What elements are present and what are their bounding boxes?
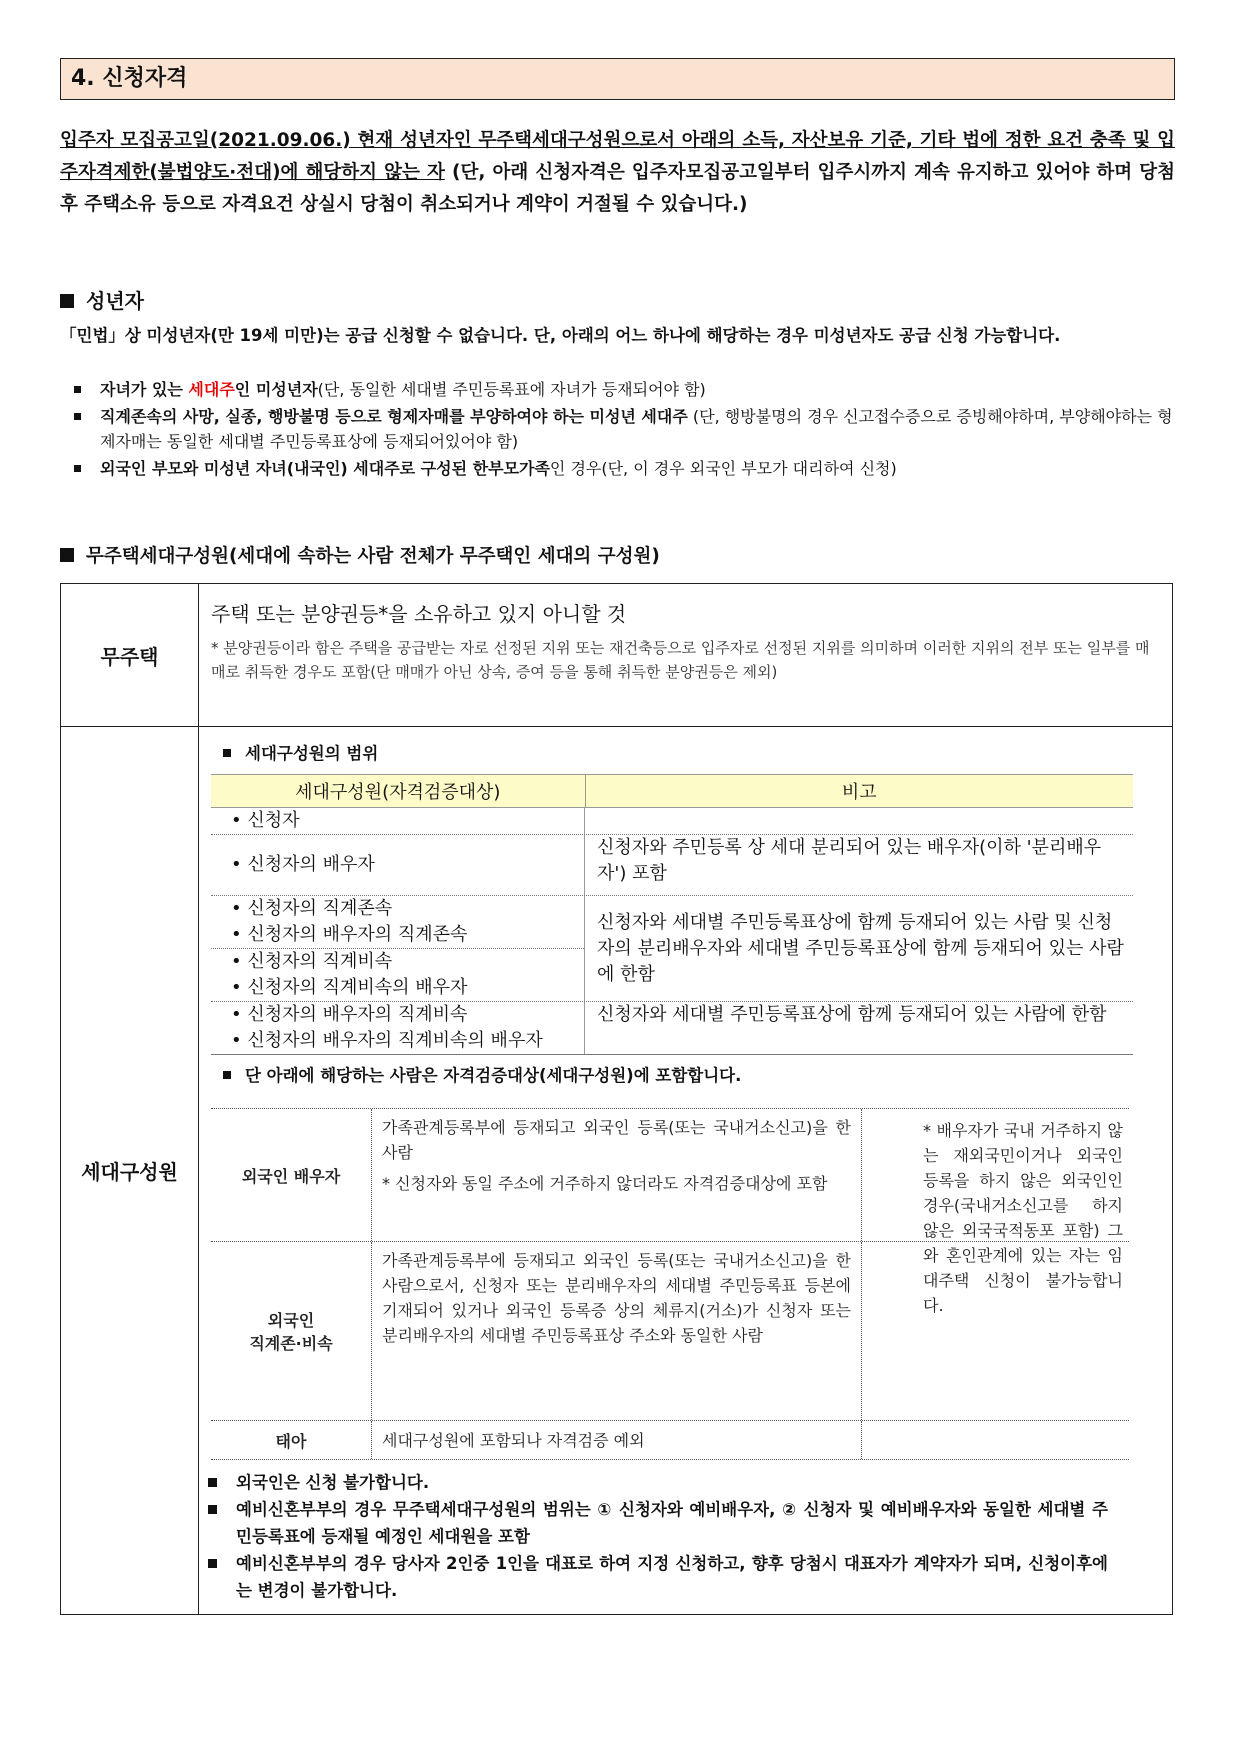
list-item <box>208 1550 1108 1604</box>
scope-heading <box>209 740 378 764</box>
square-bullet-icon <box>208 1559 217 1568</box>
scope-table <box>211 774 1133 1055</box>
table-row <box>211 1421 1129 1460</box>
table-row <box>211 895 1133 1001</box>
intro-underlined: 입주자 모집공고일(2021.09.06.) 현재 성년자인 무주택세대구성원으로서 아래의 소득, 자산보유 기준, 기타 법에 정한 요건 충족 및 입주자격제한(불법양도·전대)에 해당하지 않는 자 <box>60 130 1175 183</box>
adult-heading-label: 성년자 <box>86 289 144 313</box>
bullet-text: (단, 행방불명의 경우 신고접수증으로 증빙해야하며, 부양해야하는 형제자매는 동일한 세대별 주민등록표상에 등재되어있어야 함) <box>100 407 1173 451</box>
section-title: 4. 신청자격 <box>60 58 1175 100</box>
list-item <box>72 456 1175 481</box>
row-label-line: 직계존·비속 <box>249 1334 333 1353</box>
scope-heading-label: 세대구성원의 범위 <box>245 744 379 763</box>
table-cell: 세대구성원에 포함되나 자격검증 예외 <box>372 1421 862 1459</box>
table-cell <box>585 808 1133 834</box>
table-cell: 가족관계등록부에 등재되고 외국인 등록(또는 국내거소신고)을 한 사람으로서, 신청자 또는 분리배우자의 세대별 주민등록표 등본에 기재되어 있거나 외국인 등록증 상의 체류지(거소)가 신청자 또는 분리배우자의 세대별 주민등록표상 주소와 동일한 사람 <box>372 1242 862 1420</box>
list-item: • 신청자의 배우자 <box>231 852 375 878</box>
adult-text: 「민법」상 미성년자(만 19세 미만)는 공급 신청할 수 없습니다. 단, 아래의 어느 하나에 해당하는 경우 미성년자도 공급 신청 가능합니다. <box>60 326 1061 345</box>
bullet-text: 외국인은 신청 불가합니다. <box>236 1473 430 1492</box>
square-bullet-icon <box>223 1071 231 1079</box>
bullet-text: 인 경우(단, 이 경우 외국인 부모가 대리하여 신청) <box>549 459 897 478</box>
bullet-text: (단, 동일한 세대별 주민등록표에 자녀가 등재되어야 함) <box>317 380 706 399</box>
bullet-text: 직계존속의 사망, 실종, 행방불명 등으로 형제자매를 부양하여야 하는 미성년 세대주 <box>100 407 688 426</box>
list-item: • 신청자의 배우자의 직계존속 <box>231 922 584 948</box>
row-label: 외국인 배우자 <box>211 1109 372 1241</box>
row-label: 태아 <box>211 1421 372 1459</box>
bullet-text: 예비신혼부부의 경우 무주택세대구성원의 범위는 ① 신청자와 예비배우자, ② 신청자 및 예비배우자와 동일한 세대별 주민등록표에 등재될 예정인 세대원을 포함 <box>236 1500 1108 1546</box>
table-row <box>211 834 1133 895</box>
square-bullet-icon <box>74 465 81 472</box>
list-item <box>208 1469 1108 1496</box>
list-item: • 신청자의 배우자의 직계비속의 배우자 <box>231 1028 584 1054</box>
row1-note: * 분양권등이라 함은 주택을 공급받는 자로 선정된 지위 또는 재건축등으로 입주자로 선정된 지위를 의미하며 이러한 지위의 전부 또는 일부를 매매로 취득한 경우도 포함(단 매매가 아닌 상속, 증여 등을 통해 취득한 분양권등은 제외) <box>211 639 1150 681</box>
table-row <box>211 807 1133 834</box>
list-item <box>72 377 1175 402</box>
table-cell: 신청자와 주민등록 상 세대 분리되어 있는 배우자(이하 '분리배우자') 포함 <box>597 837 1102 884</box>
square-bullet-icon <box>208 1505 217 1514</box>
cell-note: * 신청자와 동일 주소에 거주하지 않더라도 자격검증대상에 포함 <box>382 1174 828 1193</box>
row1-title: 주택 또는 분양권등*을 소유하고 있지 아니할 것 <box>211 602 627 626</box>
household-heading <box>60 542 660 568</box>
list-item <box>208 1496 1108 1550</box>
row-label: 세대구성원 <box>61 726 199 1614</box>
list-item <box>72 404 1175 454</box>
table-cell <box>211 896 585 1001</box>
row-label <box>211 1242 372 1420</box>
include-table <box>211 1108 1129 1460</box>
bullet-text: 예비신혼부부의 경우 당사자 2인중 1인을 대표로 하여 지정 신청하고, 향후 당첨시 대표자가 계약자가 되며, 신청이후에는 변경이 불가합니다. <box>236 1554 1108 1600</box>
table-row <box>61 584 1172 727</box>
column-header: 비고 <box>841 782 877 803</box>
square-bullet-icon <box>208 1478 217 1487</box>
bullet-text: 인 미성년자 <box>234 380 318 399</box>
household-heading-label: 무주택세대구성원(세대에 속하는 사람 전체가 무주택인 세대의 구성원) <box>86 546 660 567</box>
list-item: • 신청자의 직계비속의 배우자 <box>231 975 584 1001</box>
table-cell <box>211 808 585 834</box>
list-item: • 신청자의 직계존속 <box>231 896 584 922</box>
table-cell: 신청자와 세대별 주민등록표상에 함께 등재되어 있는 사람에 한함 <box>597 1004 1107 1025</box>
side-note: * 배우자가 국내 거주하지 않는 재외국민이거나 외국인 등록을 하지 않은 외국인인 경우(국내거소신고를 하지 않은 외국국적동포 포함) 그와 혼인관계에 있는 자는 임대주택 신청이 불가능합니다. <box>923 1121 1123 1315</box>
list-item: • 신청자 <box>231 808 584 834</box>
bullet-highlight: 세대주 <box>188 380 235 399</box>
cell-text: 가족관계등록부에 등재되고 외국인 등록(또는 국내거소신고)을 한 사람 <box>382 1118 851 1162</box>
square-bullet-icon <box>223 749 231 757</box>
row-label: 무주택 <box>61 584 199 726</box>
intro-rest: (단, 아래 신청자격은 입주자모집공고일부터 입주시까지 계속 유지하고 있어야 하며 당첨 후 주택소유 등으로 자격요건 상실시 당첨이 취소되거나 계약이 거절될 수 있습니다.) <box>60 162 1175 215</box>
scope-table-header <box>211 774 1133 807</box>
final-bullets <box>208 1469 1108 1604</box>
list-item: • 신청자의 배우자의 직계비속 <box>231 1002 584 1028</box>
table-cell <box>372 1109 862 1241</box>
bullet-text: 자녀가 있는 <box>100 380 189 399</box>
square-bullet-icon <box>60 294 74 308</box>
square-bullet-icon <box>74 386 81 393</box>
list-item: • 신청자의 직계비속 <box>211 948 584 975</box>
bullet-text: 외국인 부모와 미성년 자녀(내국인) 세대주로 구성된 한부모가족 <box>100 459 550 478</box>
adult-heading <box>60 285 144 314</box>
adult-bullets <box>72 377 1175 483</box>
square-bullet-icon <box>60 548 74 562</box>
table-row <box>211 1001 1133 1055</box>
row-label-line: 외국인 <box>267 1311 315 1330</box>
include-heading-label: 단 아래에 해당하는 사람은 자격검증대상(세대구성원)에 포함합니다. <box>245 1066 742 1085</box>
table-cell <box>211 1002 585 1054</box>
table-cell: 신청자와 세대별 주민등록표상에 함께 등재되어 있는 사람 및 신청자의 분리배우자와 세대별 주민등록표상에 함께 등재되어 있는 사람에 한함 <box>597 912 1124 985</box>
include-heading <box>209 1062 741 1086</box>
intro-paragraph <box>60 125 1175 221</box>
column-header: 세대구성원(자격검증대상) <box>211 775 586 807</box>
square-bullet-icon <box>74 413 81 420</box>
table-cell <box>211 835 585 895</box>
household-table <box>60 583 1173 1615</box>
